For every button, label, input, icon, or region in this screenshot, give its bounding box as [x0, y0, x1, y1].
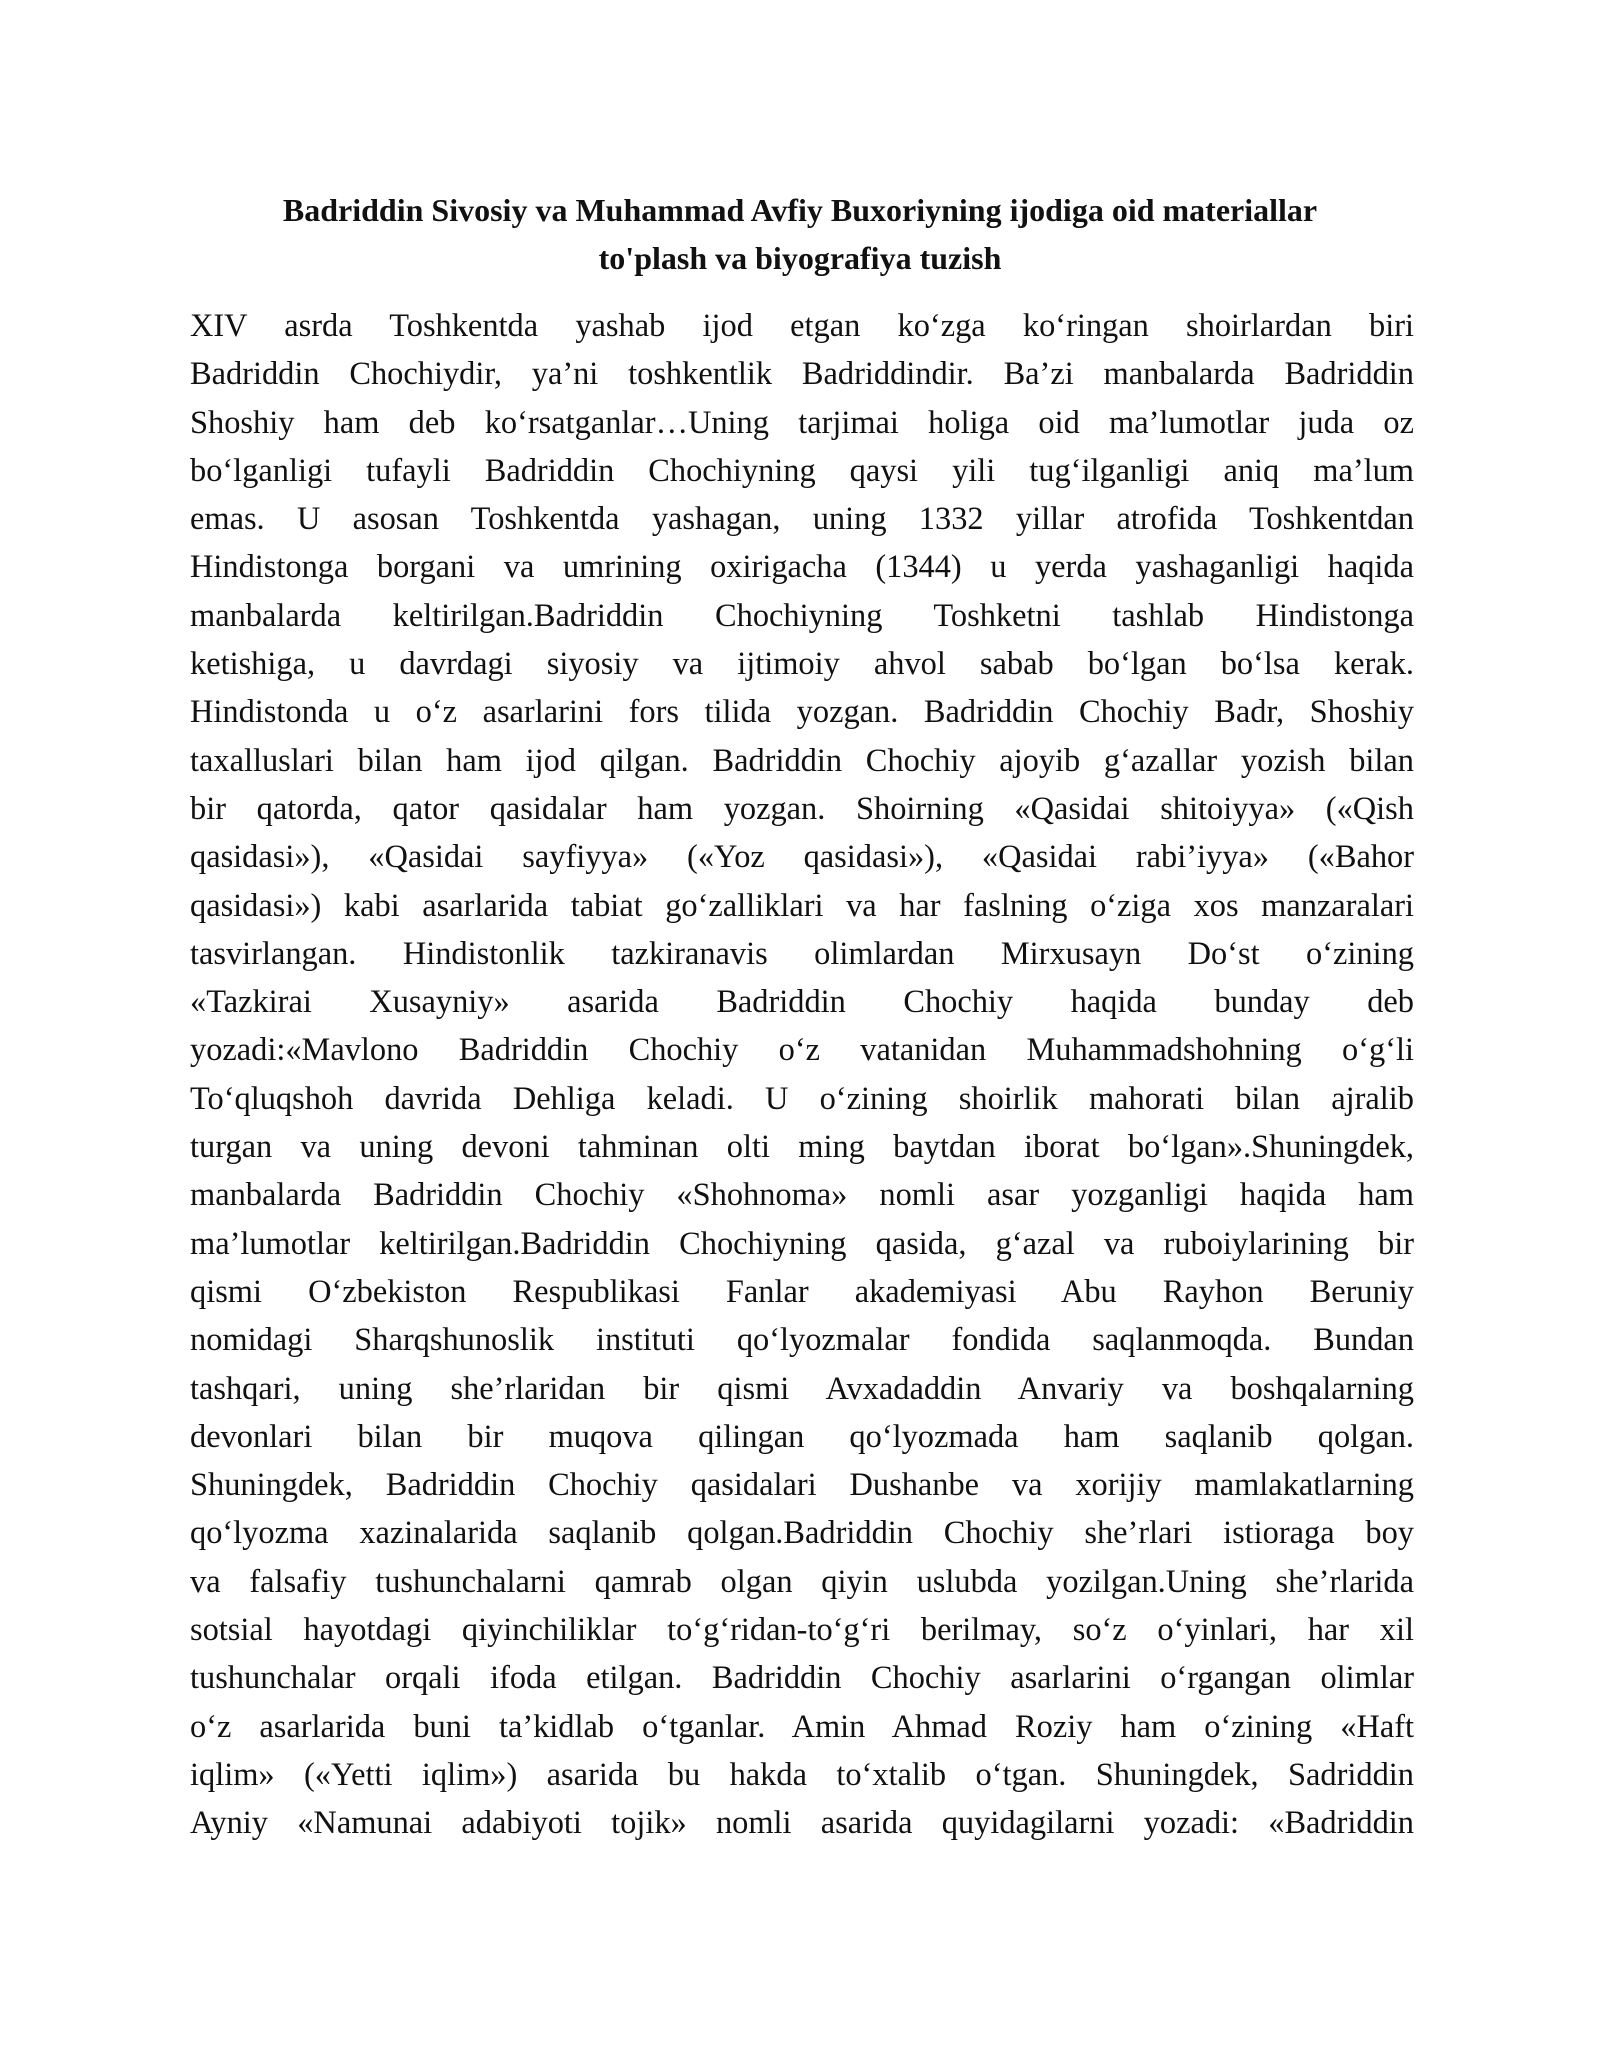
body-line: o‘z asarlarida buni ta’kidlab o‘tganlar. Amin Ahmad Roziy ham o‘zining «Haft	[190, 1708, 1414, 1745]
body-line: devonlari bilan bir muqova qilingan qo‘lyozmada ham saqlanib qolgan.	[190, 1418, 1414, 1455]
body-line: manbalarda keltirilgan.Badriddin Chochiyning Toshketni tashlab Hindistonga	[190, 597, 1414, 634]
body-line: ketishiga, u davrdagi siyosiy va ijtimoiy ahvol sabab bo‘lgan bo‘lsa kerak.	[190, 646, 1414, 683]
body-line: qasidasi»), «Qasidai sayfiyya» («Yoz qasidasi»), «Qasidai rabi’iyya» («Bahor	[190, 839, 1414, 876]
body-line: emas. U asosan Toshkentda yashagan, uning 1332 yillar atrofida Toshkentdan	[190, 501, 1414, 538]
body-line: nomidagi Sharqshunoslik instituti qo‘lyozmalar fondida saqlanmoqda. Bundan	[190, 1322, 1414, 1359]
body-line: XIV asrda Toshkentda yashab ijod etgan ko‘zga ko‘ringan shoirlardan biri	[190, 308, 1414, 344]
body-line: taxalluslari bilan ham ijod qilgan. Badriddin Chochiy ajoyib g‘azallar yozish bilan	[190, 742, 1414, 779]
body-line: bo‘lganligi tufayli Badriddin Chochiyning qaysi yili tug‘ilganligi aniq ma’lum	[190, 452, 1414, 489]
body-line: manbalarda Badriddin Chochiy «Shohnoma» nomli asar yozganligi haqida ham	[190, 1177, 1414, 1214]
body-line: Ayniy «Namunai adabiyoti tojik» nomli asarida quyidagilarni yozadi: «Badriddin	[190, 1805, 1414, 1842]
body-line: Hindistonda u o‘z asarlarini fors tilida yozgan. Badriddin Chochiy Badr, Shoshiy	[190, 694, 1414, 731]
document-body	[190, 302, 1414, 1848]
body-line: bir qatorda, qator qasidalar ham yozgan. Shoirning «Qasidai shitoiyya» («Qish	[190, 790, 1414, 827]
body-line: tushunchalar orqali ifoda etilgan. Badriddin Chochiy asarlarini o‘rgangan olimlar	[190, 1660, 1414, 1697]
body-line: Hindistonga borgani va umrining oxirigacha (1344) u yerda yashaganligi haqida	[190, 549, 1414, 586]
body-line: sotsial hayotdagi qiyinchiliklar to‘g‘ridan-to‘g‘ri berilmay, so‘z o‘yinlari, har xil	[190, 1612, 1414, 1649]
body-line: ma’lumotlar keltirilgan.Badriddin Chochiyning qasida, g‘azal va ruboiylarining bir	[190, 1225, 1414, 1262]
body-line: yozadi:«Mavlono Badriddin Chochiy o‘z vatanidan Muhammadshohning o‘g‘li	[190, 1032, 1414, 1069]
body-line: To‘qluqshoh davrida Dehliga keladi. U o‘zining shoirlik mahorati bilan ajralib	[190, 1080, 1414, 1117]
body-line: tasvirlangan. Hindistonlik tazkiranavis olimlardan Mirxusayn Do‘st o‘zining	[190, 935, 1414, 972]
body-line: Badriddin Chochiydir, ya’ni toshkentlik Badriddindir. Ba’zi manbalarda Badriddin	[190, 356, 1414, 393]
document-title	[160, 186, 1440, 282]
body-line: iqlim» («Yetti iqlim») asarida bu hakda to‘xtalib o‘tgan. Shuningdek, Sadriddin	[190, 1756, 1414, 1793]
body-line: qismi O‘zbekiston Respublikasi Fanlar akademiyasi Abu Rayhon Beruniy	[190, 1273, 1414, 1310]
body-line: qo‘lyozma xazinalarida saqlanib qolgan.Badriddin Chochiy she’rlari istioraga boy	[190, 1515, 1414, 1552]
body-line: qasidasi») kabi asarlarida tabiat go‘zalliklari va har faslning o‘ziga xos manzaralari	[190, 887, 1414, 924]
body-line: va falsafiy tushunchalarni qamrab olgan qiyin uslubda yozilgan.Uning she’rlarida	[190, 1563, 1414, 1600]
body-line: Shoshiy ham deb ko‘rsatganlar…Uning tarjimai holiga oid ma’lumotlar juda oz	[190, 404, 1414, 441]
body-line: «Tazkirai Xusayniy» asarida Badriddin Chochiy haqida bunday deb	[190, 984, 1414, 1021]
body-line: tashqari, uning she’rlaridan bir qismi Avxadaddin Anvariy va boshqalarning	[190, 1370, 1414, 1407]
body-line: Shuningdek, Badriddin Chochiy qasidalari Dushanbe va xorijiy mamlakatlarning	[190, 1467, 1414, 1504]
title-line: Badriddin Sivosiy va Muhammad Avfiy Buxoriyning ijodiga oid materiallar	[282, 192, 1318, 228]
body-line: turgan va uning devoni tahminan olti ming baytdan iborat bo‘lgan».Shuningdek,	[190, 1129, 1414, 1166]
title-line: to'plash va biyografiya tuzish	[598, 240, 1002, 276]
